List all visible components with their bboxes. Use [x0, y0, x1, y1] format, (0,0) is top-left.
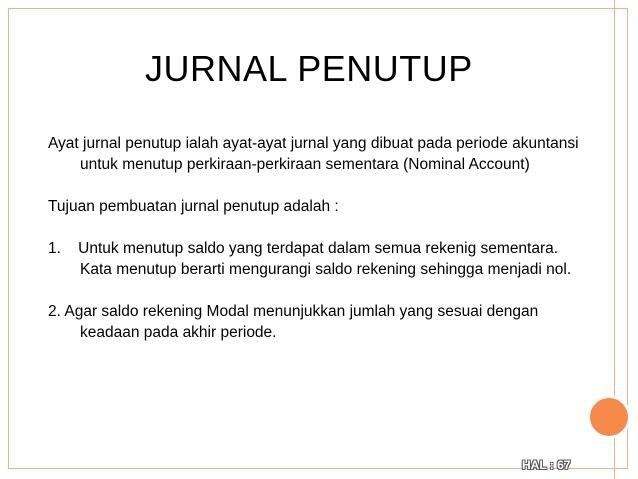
slide-body: [48, 133, 588, 343]
paragraph-point-2: 2. Agar saldo rekening Modal menunjukkan jumlah yang sesuai dengan keadaan pada akhir periode.: [48, 303, 539, 341]
decorative-circle: [587, 395, 631, 439]
paragraph-definition: Ayat jurnal penutup ialah ayat-ayat jurnal yang dibuat pada periode akuntansi untuk menutup perkiraan-perkiraan sementara (Nominal Account): [48, 135, 579, 173]
paragraph-purpose-heading: Tujuan pembuatan jurnal penutup adalah :: [48, 198, 339, 215]
paragraph-point-1: 1. Untuk menutup saldo yang terdapat dalam semua rekenig sementara. Kata menutup berarti mengurangi saldo rekening sehingga menjadi nol.: [48, 240, 572, 278]
page-number: HAL : 67: [522, 458, 571, 472]
slide-title: JURNAL PENUTUP: [145, 48, 473, 89]
